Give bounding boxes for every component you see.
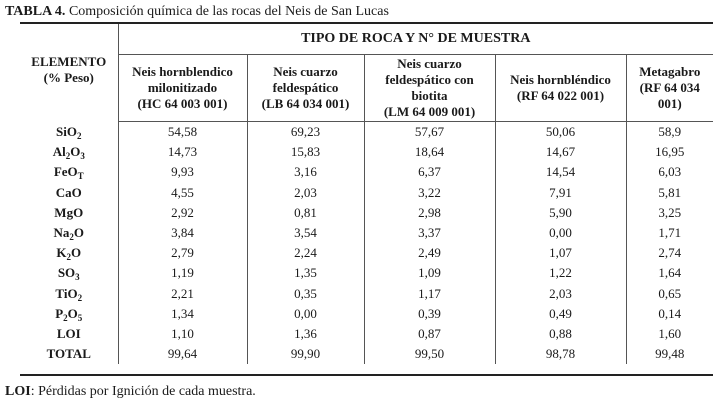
element-label (20, 243, 118, 263)
table-row (20, 263, 713, 283)
value-cell: 1,07 (495, 243, 626, 263)
element-label-part: 2 (63, 312, 68, 323)
value-cell: 0,00 (247, 304, 364, 324)
element-label-part: O (73, 225, 84, 241)
element-label-part: SiO (56, 123, 77, 139)
value-cell: 69,23 (247, 122, 364, 143)
element-label (20, 344, 118, 364)
element-label-part: 3 (75, 272, 80, 283)
element-label-part: FeO (53, 164, 78, 180)
value-cell: 2,03 (247, 183, 364, 203)
value-cell: 1,09 (364, 263, 495, 283)
table-row (20, 344, 713, 364)
element-label-part: 2 (65, 151, 71, 162)
column-header-line: (RF 64 022 001) (516, 88, 605, 103)
element-label-part: 2 (66, 252, 71, 263)
column-header-line: 001) (657, 96, 682, 111)
value-cell: 2,79 (118, 243, 247, 263)
value-cell: 54,58 (118, 122, 247, 143)
element-label-part: O (70, 144, 81, 160)
value-cell: 1,19 (118, 263, 247, 283)
table-row (20, 284, 713, 304)
table-row (20, 183, 713, 203)
table-row (20, 223, 713, 243)
column-header-line: (LM 64 009 001) (383, 104, 476, 119)
element-label-part: Al (52, 144, 66, 160)
value-cell: 3,25 (626, 203, 713, 223)
column-header (626, 55, 713, 122)
value-cell: 0,49 (495, 304, 626, 324)
element-label-part: 2 (76, 130, 82, 141)
column-header-line: Neis cuarzo (273, 64, 338, 79)
element-label (20, 122, 118, 143)
column-header-line: feldespático (272, 80, 339, 95)
element-label-part: TOTAL (46, 346, 91, 362)
value-cell: 14,67 (495, 142, 626, 162)
column-header-line: milonitizado (147, 80, 218, 95)
value-cell: 57,67 (364, 122, 495, 143)
column-header-line: Neis hornbléndico (510, 72, 611, 87)
element-label (20, 304, 118, 324)
value-cell: 3,37 (364, 223, 495, 243)
column-header (495, 55, 626, 122)
table-row (20, 243, 713, 263)
value-cell: 99,90 (247, 344, 364, 364)
value-cell: 1,34 (118, 304, 247, 324)
value-cell: 18,64 (364, 142, 495, 162)
column-header-line: Metagabro (639, 64, 701, 79)
value-cell: 50,06 (495, 122, 626, 143)
value-cell: 0,00 (495, 223, 626, 243)
value-cell: 7,91 (495, 183, 626, 203)
value-cell: 0,88 (495, 324, 626, 344)
value-cell: 2,92 (118, 203, 247, 223)
element-label-part: T (77, 171, 84, 182)
element-label (20, 223, 118, 243)
value-cell: 0,87 (364, 324, 495, 344)
element-label (20, 284, 118, 304)
element-label-part: O (67, 305, 78, 321)
element-label-part: SO (57, 265, 76, 281)
element-label-part: TiO (55, 285, 78, 301)
table-row (20, 162, 713, 182)
column-header-line: Neis cuarzo (397, 56, 462, 71)
element-label (20, 203, 118, 223)
value-cell: 1,10 (118, 324, 247, 344)
composition-table (20, 24, 713, 364)
value-cell: 0,14 (626, 304, 713, 324)
value-cell: 0,81 (247, 203, 364, 223)
value-cell: 2,24 (247, 243, 364, 263)
value-cell: 16,95 (626, 142, 713, 162)
element-label-part: CaO (55, 184, 82, 200)
value-cell: 99,64 (118, 344, 247, 364)
element-label (20, 183, 118, 203)
value-cell: 58,9 (626, 122, 713, 143)
value-cell: 99,50 (364, 344, 495, 364)
element-label-part: 2 (69, 232, 74, 243)
element-label-part: 5 (77, 312, 83, 323)
column-header (247, 55, 364, 122)
value-cell: 3,54 (247, 223, 364, 243)
element-label-part: P (55, 305, 64, 321)
value-cell: 2,74 (626, 243, 713, 263)
value-cell: 3,84 (118, 223, 247, 243)
group-header: TIPO DE ROCA Y N° DE MUESTRA (118, 24, 713, 55)
value-cell: 6,37 (364, 162, 495, 182)
value-cell: 1,17 (364, 284, 495, 304)
table-row (20, 203, 713, 223)
table-row (20, 324, 713, 344)
value-cell: 2,03 (495, 284, 626, 304)
element-header: ELEMENTO (% Peso) (20, 24, 118, 122)
value-cell: 3,16 (247, 162, 364, 182)
column-header-line: (HC 64 003 001) (137, 96, 228, 111)
element-label-part: K (56, 245, 67, 261)
element-label (20, 324, 118, 344)
value-cell: 1,60 (626, 324, 713, 344)
value-cell: 98,78 (495, 344, 626, 364)
footnote-text: : Pérdidas por Ignición de cada muestra. (30, 384, 256, 399)
value-cell: 3,22 (364, 183, 495, 203)
value-cell: 14,73 (118, 142, 247, 162)
table-caption (5, 3, 389, 20)
value-cell: 99,48 (626, 344, 713, 364)
caption-text: Composición química de las rocas del Neis de San Lucas (65, 4, 389, 19)
value-cell: 5,81 (626, 183, 713, 203)
element-label-part: 2 (77, 292, 83, 303)
value-cell: 1,64 (626, 263, 713, 283)
caption-label: TABLA 4. (5, 4, 66, 19)
column-header (364, 55, 495, 122)
value-cell: 1,36 (247, 324, 364, 344)
value-cell: 1,71 (626, 223, 713, 243)
element-label-part: MgO (54, 204, 84, 220)
value-cell: 5,90 (495, 203, 626, 223)
element-label-part: 3 (80, 151, 85, 162)
column-header (118, 55, 247, 122)
column-header-line: Neis hornblendico (132, 64, 233, 79)
table-row (20, 142, 713, 162)
bottom-rule (20, 374, 713, 376)
column-header-line: (RF 64 034 (639, 80, 700, 95)
value-cell: 14,54 (495, 162, 626, 182)
column-header-line: (LB 64 034 001) (261, 96, 350, 111)
value-cell: 15,83 (247, 142, 364, 162)
value-cell: 0,35 (247, 284, 364, 304)
value-cell: 9,93 (118, 162, 247, 182)
table-row (20, 304, 713, 324)
element-label (20, 162, 118, 182)
footnote (5, 383, 256, 400)
table-row (20, 122, 713, 143)
value-cell: 1,35 (247, 263, 364, 283)
element-label (20, 263, 118, 283)
column-header-line: feldespático con (385, 72, 474, 87)
element-label (20, 142, 118, 162)
value-cell: 6,03 (626, 162, 713, 182)
element-label-part: O (71, 245, 82, 261)
value-cell: 0,39 (364, 304, 495, 324)
column-header-line: biotita (411, 88, 448, 103)
value-cell: 4,55 (118, 183, 247, 203)
element-label-part: Na (53, 225, 70, 241)
value-cell: 0,65 (626, 284, 713, 304)
footnote-term: LOI (5, 384, 31, 399)
value-cell: 2,49 (364, 243, 495, 263)
element-label-part: LOI (56, 325, 81, 341)
value-cell: 2,98 (364, 203, 495, 223)
value-cell: 1,22 (495, 263, 626, 283)
value-cell: 2,21 (118, 284, 247, 304)
